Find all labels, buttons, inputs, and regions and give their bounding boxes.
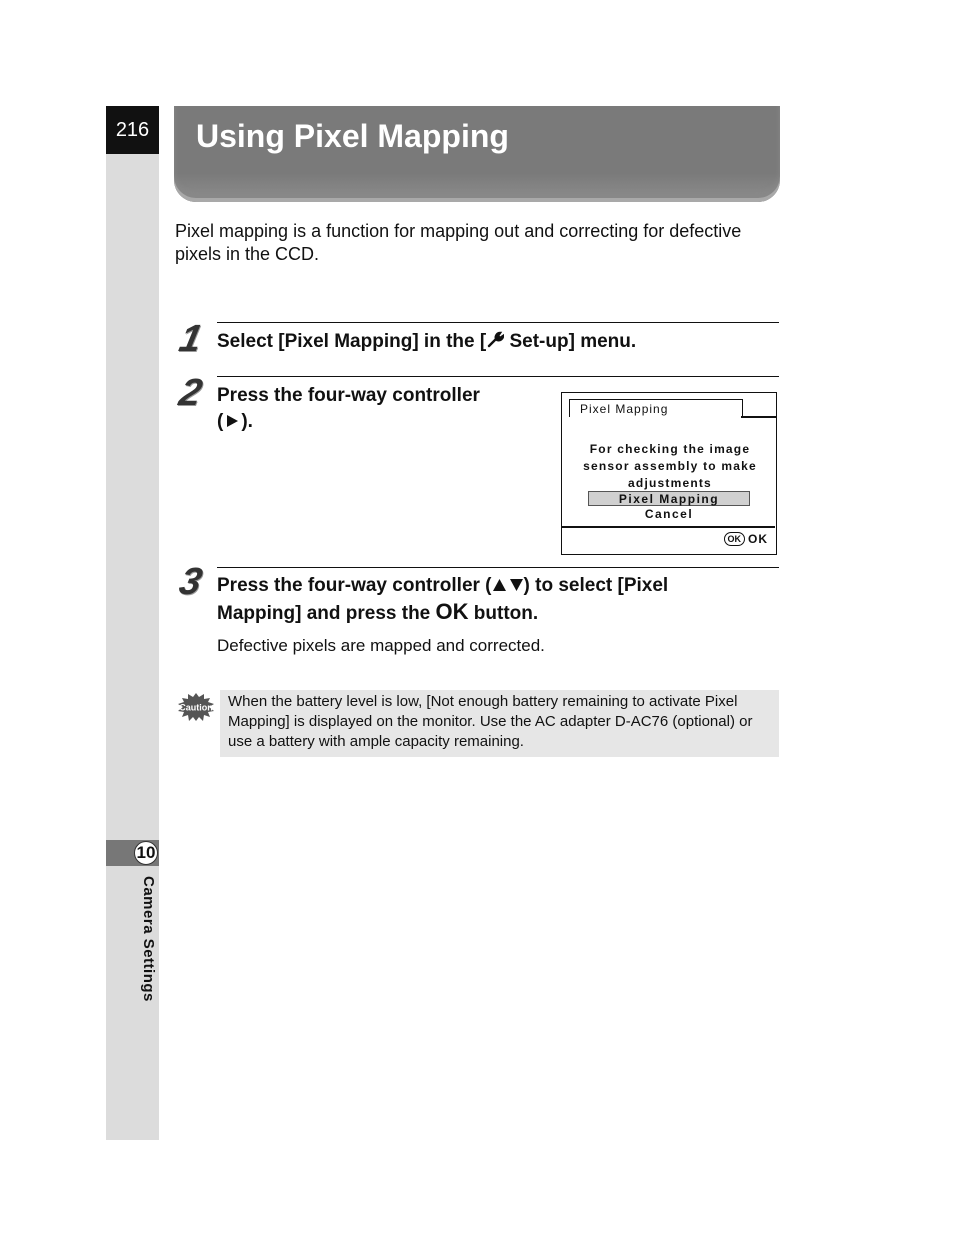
step-1-rule [217,322,779,323]
step-3-line2-suffix: button. [468,603,539,624]
triangle-up-icon [492,578,507,592]
step-3-result: Defective pixels are mapped and corrected. [217,636,545,655]
page-title: Using Pixel Mapping [196,118,509,154]
step-2-line2-suffix: ). [241,411,253,432]
lcd-ok-label: OK [748,532,768,546]
lcd-tab-line [741,416,777,418]
lcd-message [562,441,778,492]
lcd-option-cancel[interactable]: Cancel [644,507,694,521]
step-3-text [217,573,777,627]
step-2-line1: Press the four-way controller [217,385,480,406]
ok-button-icon: OK [724,532,746,546]
lcd-ok-guide [724,532,769,546]
step-3-line1-prefix: Press the four-way controller ( [217,575,492,596]
lcd-message-line: sensor assembly to make [583,459,757,473]
step-2-number: 2 [175,372,206,414]
step-1-text [217,329,636,355]
chapter-number: 10 [134,841,158,865]
lcd-divider [562,526,775,528]
step-3-line1-suffix: ) to select [Pixel [523,575,669,596]
step-2-rule [217,376,779,377]
ok-glyph: OK [435,599,469,624]
step-2-line2 [217,409,537,435]
triangle-right-icon [225,414,239,428]
wrench-icon [486,331,504,349]
triangle-down-icon [509,578,524,592]
step-3-rule [217,567,779,568]
step-2-text [217,383,537,435]
step-2-line2-prefix: ( [217,411,224,432]
lcd-option-pixel-mapping[interactable]: Pixel Mapping [588,491,750,506]
step-3-number: 3 [175,561,206,603]
step-1-text-after: Set-up] menu. [504,331,637,352]
lcd-message-line: For checking the image [589,442,751,456]
step-3-line1 [217,573,777,599]
step-1-number: 1 [175,318,206,360]
camera-monitor-screen [561,392,777,555]
intro-paragraph: Pixel mapping is a function for mapping out and correcting for defective pixels in the CCD. [175,221,742,264]
step-3-line2 [217,599,777,627]
lcd-message-line: adjustments [628,476,712,490]
caution-icon [177,692,215,722]
lcd-tab-title: Pixel Mapping [569,399,743,417]
chapter-label: Camera Settings [140,876,157,1002]
page-number: 216 [106,106,159,154]
caution-text: When the battery level is low, [Not enough battery remaining to activate Pixel Mapping] is displayed on the monitor. Use the AC adapter D-AC76 (optional) or use a battery with ample capacity remaining. [228,693,753,750]
step-1-text-before: Select [Pixel Mapping] in the [ [217,331,487,352]
caution-icon-label: Caution [179,702,213,713]
step-3-line2-prefix: Mapping] and press the [217,603,436,624]
